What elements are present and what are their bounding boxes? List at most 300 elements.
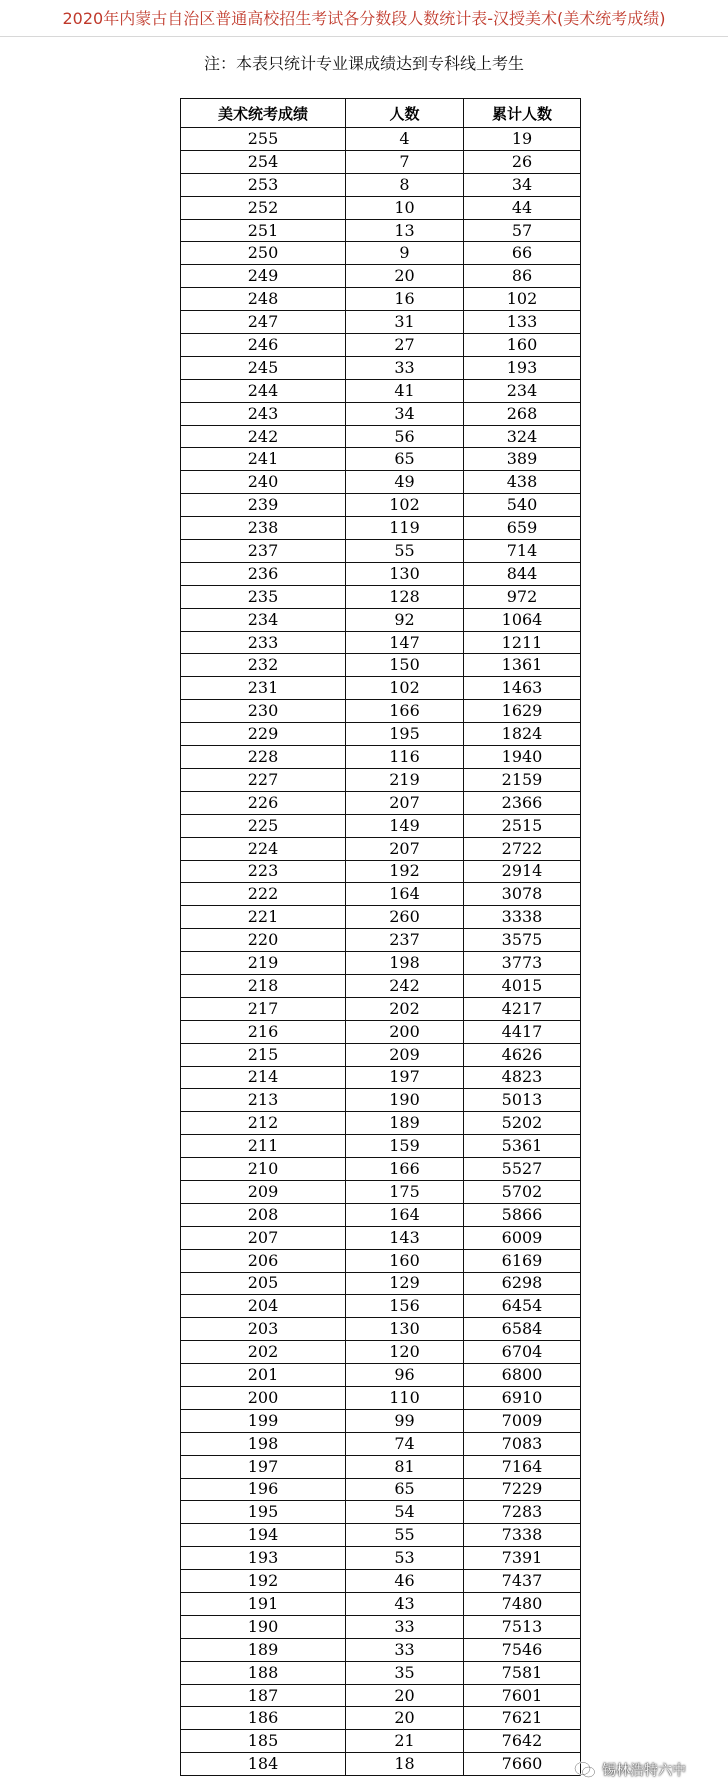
cell-count: 189 [346, 1112, 464, 1135]
cell-count: 237 [346, 929, 464, 952]
cell-cumulative: 44 [464, 196, 581, 219]
cell-count: 166 [346, 700, 464, 723]
table-row [181, 1295, 581, 1318]
cell-count: 56 [346, 425, 464, 448]
table-row [181, 494, 581, 517]
cell-count: 33 [346, 1615, 464, 1638]
cell-count: 81 [346, 1455, 464, 1478]
cell-cumulative: 540 [464, 494, 581, 517]
cell-count: 102 [346, 494, 464, 517]
table-row [181, 1638, 581, 1661]
cell-cumulative: 714 [464, 540, 581, 563]
cell-score: 201 [181, 1364, 346, 1387]
header-score: 美术统考成绩 [181, 99, 346, 128]
cell-cumulative: 133 [464, 311, 581, 334]
cell-cumulative: 438 [464, 471, 581, 494]
cell-count: 164 [346, 883, 464, 906]
cell-score: 200 [181, 1386, 346, 1409]
cell-count: 41 [346, 379, 464, 402]
cell-score: 208 [181, 1203, 346, 1226]
cell-count: 34 [346, 402, 464, 425]
header-cumulative: 累计人数 [464, 99, 581, 128]
table-row [181, 311, 581, 334]
cell-count: 219 [346, 768, 464, 791]
cell-cumulative: 2366 [464, 791, 581, 814]
table-row [181, 1318, 581, 1341]
cell-cumulative: 268 [464, 402, 581, 425]
score-distribution-table [180, 98, 581, 1776]
table-row [181, 196, 581, 219]
table-row [181, 631, 581, 654]
cell-score: 236 [181, 562, 346, 585]
table-row [181, 356, 581, 379]
table-row [181, 1684, 581, 1707]
cell-cumulative: 3338 [464, 906, 581, 929]
cell-score: 198 [181, 1432, 346, 1455]
cell-score: 238 [181, 517, 346, 540]
cell-cumulative: 324 [464, 425, 581, 448]
cell-score: 255 [181, 128, 346, 151]
table-body [181, 128, 581, 1776]
table-row [181, 608, 581, 631]
cell-count: 130 [346, 1318, 464, 1341]
header-count: 人数 [346, 99, 464, 128]
cell-count: 120 [346, 1341, 464, 1364]
cell-cumulative: 1940 [464, 746, 581, 769]
cell-count: 31 [346, 311, 464, 334]
cell-count: 43 [346, 1593, 464, 1616]
cell-score: 249 [181, 265, 346, 288]
table-row [181, 1249, 581, 1272]
cell-count: 149 [346, 814, 464, 837]
cell-count: 20 [346, 1707, 464, 1730]
table-row [181, 334, 581, 357]
cell-cumulative: 3078 [464, 883, 581, 906]
cell-count: 200 [346, 1020, 464, 1043]
table-row [181, 1615, 581, 1638]
cell-score: 185 [181, 1730, 346, 1753]
table-row [181, 1547, 581, 1570]
table-row [181, 1432, 581, 1455]
table-row [181, 723, 581, 746]
cell-count: 20 [346, 265, 464, 288]
cell-score: 218 [181, 974, 346, 997]
cell-score: 207 [181, 1226, 346, 1249]
table-row [181, 654, 581, 677]
table-row [181, 906, 581, 929]
cell-count: 116 [346, 746, 464, 769]
cell-count: 156 [346, 1295, 464, 1318]
cell-cumulative: 6298 [464, 1272, 581, 1295]
table-row [181, 814, 581, 837]
cell-count: 159 [346, 1135, 464, 1158]
table-row [181, 1089, 581, 1112]
cell-count: 160 [346, 1249, 464, 1272]
cell-cumulative: 2159 [464, 768, 581, 791]
cell-score: 202 [181, 1341, 346, 1364]
table-row [181, 1226, 581, 1249]
cell-count: 102 [346, 677, 464, 700]
cell-score: 247 [181, 311, 346, 334]
cell-cumulative: 844 [464, 562, 581, 585]
cell-cumulative: 4015 [464, 974, 581, 997]
cell-score: 199 [181, 1409, 346, 1432]
table-row [181, 1501, 581, 1524]
cell-count: 7 [346, 150, 464, 173]
cell-count: 33 [346, 1638, 464, 1661]
table-row [181, 677, 581, 700]
cell-score: 234 [181, 608, 346, 631]
cell-score: 184 [181, 1753, 346, 1776]
cell-cumulative: 5361 [464, 1135, 581, 1158]
cell-score: 227 [181, 768, 346, 791]
cell-count: 207 [346, 791, 464, 814]
cell-count: 192 [346, 860, 464, 883]
table-row [181, 768, 581, 791]
table-row [181, 1203, 581, 1226]
cell-score: 219 [181, 952, 346, 975]
cell-score: 231 [181, 677, 346, 700]
cell-count: 33 [346, 356, 464, 379]
cell-count: 16 [346, 288, 464, 311]
cell-cumulative: 34 [464, 173, 581, 196]
cell-score: 205 [181, 1272, 346, 1295]
table-row [181, 379, 581, 402]
cell-count: 74 [346, 1432, 464, 1455]
table-row [181, 1272, 581, 1295]
cell-cumulative: 4823 [464, 1066, 581, 1089]
table-row [181, 448, 581, 471]
table-row [181, 540, 581, 563]
cell-cumulative: 1211 [464, 631, 581, 654]
cell-cumulative: 7601 [464, 1684, 581, 1707]
cell-cumulative: 2722 [464, 837, 581, 860]
table-row [181, 265, 581, 288]
cell-count: 190 [346, 1089, 464, 1112]
cell-cumulative: 26 [464, 150, 581, 173]
cell-count: 207 [346, 837, 464, 860]
watermark [574, 1760, 686, 1780]
table-row [181, 1730, 581, 1753]
cell-score: 224 [181, 837, 346, 860]
table-row [181, 837, 581, 860]
cell-score: 237 [181, 540, 346, 563]
cell-count: 166 [346, 1158, 464, 1181]
cell-cumulative: 7513 [464, 1615, 581, 1638]
cell-cumulative: 193 [464, 356, 581, 379]
cell-cumulative: 6009 [464, 1226, 581, 1249]
cell-cumulative: 1824 [464, 723, 581, 746]
cell-cumulative: 7480 [464, 1593, 581, 1616]
cell-cumulative: 972 [464, 585, 581, 608]
cell-score: 243 [181, 402, 346, 425]
cell-score: 215 [181, 1043, 346, 1066]
cell-score: 211 [181, 1135, 346, 1158]
cell-cumulative: 4626 [464, 1043, 581, 1066]
table-row [181, 700, 581, 723]
table-row [181, 791, 581, 814]
cell-cumulative: 2515 [464, 814, 581, 837]
cell-count: 10 [346, 196, 464, 219]
cell-cumulative: 3575 [464, 929, 581, 952]
cell-score: 226 [181, 791, 346, 814]
table-row [181, 860, 581, 883]
cell-score: 239 [181, 494, 346, 517]
table-row [181, 425, 581, 448]
cell-score: 212 [181, 1112, 346, 1135]
wechat-icon [574, 1761, 596, 1779]
cell-cumulative: 2914 [464, 860, 581, 883]
cell-count: 150 [346, 654, 464, 677]
cell-count: 198 [346, 952, 464, 975]
cell-cumulative: 7546 [464, 1638, 581, 1661]
cell-cumulative: 7083 [464, 1432, 581, 1455]
cell-cumulative: 102 [464, 288, 581, 311]
cell-count: 18 [346, 1753, 464, 1776]
cell-cumulative: 6454 [464, 1295, 581, 1318]
cell-count: 8 [346, 173, 464, 196]
cell-count: 195 [346, 723, 464, 746]
table-row [181, 562, 581, 585]
table-row [181, 997, 581, 1020]
table-row [181, 1570, 581, 1593]
cell-cumulative: 7437 [464, 1570, 581, 1593]
cell-count: 119 [346, 517, 464, 540]
cell-score: 204 [181, 1295, 346, 1318]
cell-count: 65 [346, 448, 464, 471]
cell-score: 222 [181, 883, 346, 906]
cell-cumulative: 3773 [464, 952, 581, 975]
cell-score: 250 [181, 242, 346, 265]
cell-count: 164 [346, 1203, 464, 1226]
cell-score: 228 [181, 746, 346, 769]
cell-count: 209 [346, 1043, 464, 1066]
cell-cumulative: 5013 [464, 1089, 581, 1112]
cell-score: 191 [181, 1593, 346, 1616]
table-row [181, 883, 581, 906]
table-row [181, 150, 581, 173]
cell-score: 186 [181, 1707, 346, 1730]
table-row [181, 585, 581, 608]
table-note: 注：本表只统计专业课成绩达到专科线上考生 [203, 54, 524, 73]
cell-count: 49 [346, 471, 464, 494]
cell-score: 188 [181, 1661, 346, 1684]
cell-count: 55 [346, 540, 464, 563]
cell-score: 189 [181, 1638, 346, 1661]
cell-cumulative: 57 [464, 219, 581, 242]
cell-cumulative: 7621 [464, 1707, 581, 1730]
cell-count: 260 [346, 906, 464, 929]
cell-count: 20 [346, 1684, 464, 1707]
cell-count: 99 [346, 1409, 464, 1432]
cell-cumulative: 160 [464, 334, 581, 357]
cell-count: 242 [346, 974, 464, 997]
cell-count: 202 [346, 997, 464, 1020]
cell-count: 35 [346, 1661, 464, 1684]
cell-score: 248 [181, 288, 346, 311]
cell-cumulative: 6910 [464, 1386, 581, 1409]
cell-score: 235 [181, 585, 346, 608]
cell-score: 229 [181, 723, 346, 746]
cell-cumulative: 7660 [464, 1753, 581, 1776]
cell-cumulative: 7283 [464, 1501, 581, 1524]
cell-cumulative: 1463 [464, 677, 581, 700]
cell-cumulative: 5866 [464, 1203, 581, 1226]
table-row [181, 746, 581, 769]
cell-score: 193 [181, 1547, 346, 1570]
cell-score: 246 [181, 334, 346, 357]
table-row [181, 1478, 581, 1501]
cell-score: 197 [181, 1455, 346, 1478]
table-row [181, 1524, 581, 1547]
table-row [181, 128, 581, 151]
cell-cumulative: 5527 [464, 1158, 581, 1181]
cell-count: 96 [346, 1364, 464, 1387]
cell-score: 253 [181, 173, 346, 196]
table-row [181, 1020, 581, 1043]
cell-cumulative: 6800 [464, 1364, 581, 1387]
cell-score: 223 [181, 860, 346, 883]
table-row [181, 1180, 581, 1203]
table-row [181, 219, 581, 242]
table-row [181, 929, 581, 952]
cell-cumulative: 6169 [464, 1249, 581, 1272]
cell-score: 194 [181, 1524, 346, 1547]
cell-cumulative: 7164 [464, 1455, 581, 1478]
cell-score: 220 [181, 929, 346, 952]
cell-count: 4 [346, 128, 464, 151]
cell-score: 251 [181, 219, 346, 242]
cell-cumulative: 7581 [464, 1661, 581, 1684]
table-row [181, 173, 581, 196]
cell-count: 128 [346, 585, 464, 608]
table-row [181, 974, 581, 997]
cell-count: 130 [346, 562, 464, 585]
table-row [181, 1707, 581, 1730]
cell-score: 242 [181, 425, 346, 448]
cell-score: 233 [181, 631, 346, 654]
table-row [181, 1066, 581, 1089]
cell-count: 197 [346, 1066, 464, 1089]
table-row [181, 1661, 581, 1684]
table-row [181, 1593, 581, 1616]
watermark-text: 锡林浩特六中 [602, 1763, 686, 1779]
cell-cumulative: 7229 [464, 1478, 581, 1501]
cell-cumulative: 7642 [464, 1730, 581, 1753]
title-divider [0, 36, 728, 37]
cell-count: 175 [346, 1180, 464, 1203]
cell-count: 27 [346, 334, 464, 357]
cell-count: 147 [346, 631, 464, 654]
cell-score: 190 [181, 1615, 346, 1638]
cell-score: 214 [181, 1066, 346, 1089]
cell-count: 46 [346, 1570, 464, 1593]
cell-count: 143 [346, 1226, 464, 1249]
table-row [181, 1409, 581, 1432]
cell-score: 225 [181, 814, 346, 837]
cell-cumulative: 4217 [464, 997, 581, 1020]
cell-cumulative: 5202 [464, 1112, 581, 1135]
table-row [181, 1386, 581, 1409]
cell-cumulative: 7391 [464, 1547, 581, 1570]
cell-score: 210 [181, 1158, 346, 1181]
cell-cumulative: 389 [464, 448, 581, 471]
cell-count: 92 [346, 608, 464, 631]
cell-score: 196 [181, 1478, 346, 1501]
cell-score: 195 [181, 1501, 346, 1524]
cell-score: 240 [181, 471, 346, 494]
cell-score: 206 [181, 1249, 346, 1272]
table-row [181, 1341, 581, 1364]
cell-cumulative: 66 [464, 242, 581, 265]
cell-cumulative: 1064 [464, 608, 581, 631]
table-row [181, 1158, 581, 1181]
cell-score: 241 [181, 448, 346, 471]
page-title: 2020年内蒙古自治区普通高校招生考试各分数段人数统计表-汉授美术(美术统考成绩) [62, 9, 666, 28]
table-row [181, 1753, 581, 1776]
table-row [181, 288, 581, 311]
table-row [181, 471, 581, 494]
cell-count: 55 [346, 1524, 464, 1547]
cell-cumulative: 1361 [464, 654, 581, 677]
cell-cumulative: 234 [464, 379, 581, 402]
cell-count: 53 [346, 1547, 464, 1570]
cell-score: 213 [181, 1089, 346, 1112]
table-row [181, 952, 581, 975]
cell-cumulative: 7009 [464, 1409, 581, 1432]
table-row [181, 1135, 581, 1158]
cell-score: 232 [181, 654, 346, 677]
table-row [181, 242, 581, 265]
table-row [181, 1112, 581, 1135]
cell-cumulative: 5702 [464, 1180, 581, 1203]
cell-score: 216 [181, 1020, 346, 1043]
table-row [181, 1364, 581, 1387]
cell-score: 254 [181, 150, 346, 173]
cell-count: 65 [346, 1478, 464, 1501]
cell-score: 187 [181, 1684, 346, 1707]
table-row [181, 1043, 581, 1066]
table-row [181, 517, 581, 540]
cell-score: 217 [181, 997, 346, 1020]
cell-count: 54 [346, 1501, 464, 1524]
table-row [181, 402, 581, 425]
cell-score: 245 [181, 356, 346, 379]
cell-score: 230 [181, 700, 346, 723]
cell-score: 244 [181, 379, 346, 402]
cell-cumulative: 1629 [464, 700, 581, 723]
cell-score: 252 [181, 196, 346, 219]
cell-cumulative: 659 [464, 517, 581, 540]
cell-count: 129 [346, 1272, 464, 1295]
cell-cumulative: 19 [464, 128, 581, 151]
cell-cumulative: 6704 [464, 1341, 581, 1364]
cell-count: 9 [346, 242, 464, 265]
cell-cumulative: 4417 [464, 1020, 581, 1043]
cell-count: 110 [346, 1386, 464, 1409]
cell-count: 13 [346, 219, 464, 242]
table-header-row [181, 99, 581, 128]
cell-cumulative: 86 [464, 265, 581, 288]
table-row [181, 1455, 581, 1478]
cell-score: 203 [181, 1318, 346, 1341]
cell-count: 21 [346, 1730, 464, 1753]
cell-score: 209 [181, 1180, 346, 1203]
cell-score: 221 [181, 906, 346, 929]
cell-cumulative: 7338 [464, 1524, 581, 1547]
cell-cumulative: 6584 [464, 1318, 581, 1341]
cell-score: 192 [181, 1570, 346, 1593]
